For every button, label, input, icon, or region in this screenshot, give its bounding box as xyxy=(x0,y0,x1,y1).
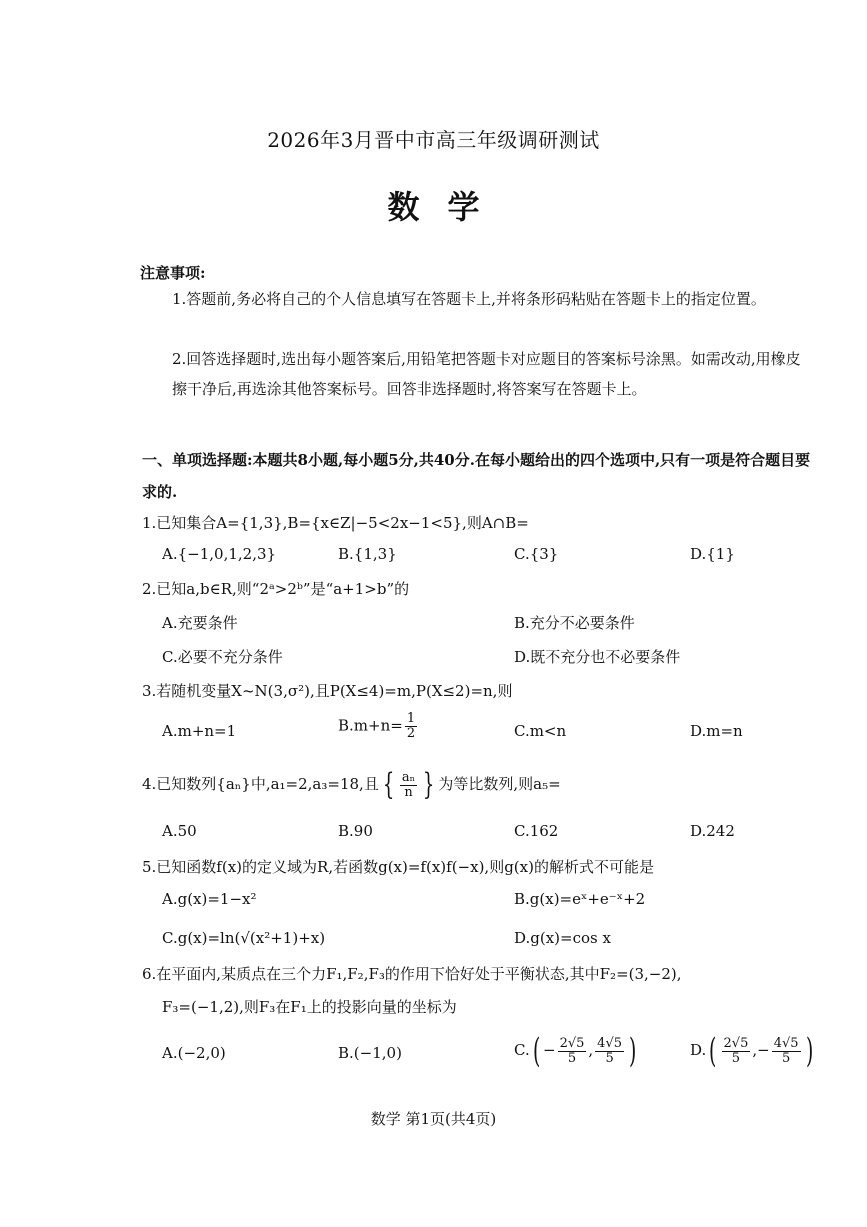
question-1-stem: 1.已知集合A={1,3},B={x∈Z|−5<2x−1<5},则A∩B= xyxy=(142,514,529,532)
left-brace: { xyxy=(382,767,395,802)
right-paren: ) xyxy=(805,1031,813,1071)
q6-option-d: D.( $\frac{2√5}{5}$ ,− $\frac{4√5}{5}$ ) xyxy=(690,1031,813,1071)
q1-option-b: B.{1,3} xyxy=(338,545,397,563)
fraction-numerator: 4√5 xyxy=(773,1035,799,1051)
fraction xyxy=(558,1037,587,1066)
question-6-stem-line2: F₃=(−1,2),则F₃在F₁上的投影向量的坐标为 xyxy=(162,998,457,1016)
q5-option-c: C.g(x)=ln(√(x²+1)+x) xyxy=(162,929,326,947)
q4-stem-post: 为等比数列,则a₅= xyxy=(438,775,561,793)
note-item: 2.回答选择题时,选出每小题答案后,用铅笔把答题卡对应题目的答案标号涂黑。如需改动,用橡皮擦干净后,再选涂其他答案标号。回答非选择题时,将答案写在答题卡上。 xyxy=(172,350,801,398)
q5-option-d: D.g(x)=cos x xyxy=(514,929,611,947)
q6-option-a: A.(−2,0) xyxy=(162,1044,226,1062)
q6-option-b: B.(−1,0) xyxy=(338,1044,402,1062)
right-brace: } xyxy=(423,767,435,802)
page-footer: 数学 第1页(共4页) xyxy=(370,1110,497,1128)
q5-option-a: A.g(x)=1−x² xyxy=(162,890,257,908)
fraction-denominator: n xyxy=(404,784,413,800)
fraction-numerator: 2√5 xyxy=(723,1035,749,1051)
q4-option-a: A.50 xyxy=(162,822,197,840)
q5-option-b: B.g(x)=eˣ+e⁻ˣ+2 xyxy=(514,890,646,908)
q2-option-d: D.既不充分也不必要条件 xyxy=(514,648,681,666)
fraction-numerator: aₙ xyxy=(401,769,416,785)
q3-option-d: D.m=n xyxy=(690,722,743,740)
q1-option-d: D.{1} xyxy=(690,545,735,563)
q3-option-a: A.m+n=1 xyxy=(162,722,237,740)
question-2-stem: 2.已知a,b∈R,则“2ᵃ>2ᵇ”是“a+1>b”的 xyxy=(142,580,410,598)
q4-option-c: C.162 xyxy=(514,822,559,840)
q6-option-c-label: C. xyxy=(514,1041,530,1059)
q1-option-c: C.{3} xyxy=(514,545,559,563)
q3-option-c: C.m<n xyxy=(514,722,567,740)
q2-option-c: C.必要不充分条件 xyxy=(162,648,283,666)
question-5-stem: 5.已知函数f(x)的定义域为R,若函数g(x)=f(x)f(−x),则g(x)的解析式不可能是 xyxy=(142,858,654,876)
q3-option-b-label: B.m+n= xyxy=(338,716,403,735)
q3-option-b xyxy=(338,712,419,741)
q1-option-a: A.{−1,0,1,2,3} xyxy=(162,545,277,563)
q4-option-d: D.242 xyxy=(690,822,735,840)
fraction xyxy=(722,1037,751,1066)
question-4-stem xyxy=(142,767,561,802)
question-6-stem-line1: 6.在平面内,某质点在三个力F₁,F₂,F₃的作用下恰好处于平衡状态,其中F₂=(3,−2), xyxy=(142,965,682,983)
section-heading: 一、单项选择题:本题共8小题,每小题5分,共40分.在每小题给出的四个选项中,只有一项是符合题目要求的. xyxy=(142,451,811,501)
note-item: 1.答题前,务必将自己的个人信息填写在答题卡上,并将条形码粘贴在答题卡上的指定位置。 xyxy=(172,290,766,308)
fraction xyxy=(772,1037,801,1066)
fraction xyxy=(595,1037,624,1066)
q4-option-b: B.90 xyxy=(338,822,373,840)
fraction-numerator: 4√5 xyxy=(597,1035,622,1051)
fraction-denominator: 5 xyxy=(731,1050,741,1066)
q4-stem-pre: 4.已知数列{aₙ}中,a₁=2,a₃=18,且 xyxy=(142,775,379,793)
q6-option-d-label: D. xyxy=(690,1041,707,1059)
q6-option-c: C.( − $\frac{2√5}{5}$ , $\frac{4√5}{5}$ ) xyxy=(514,1031,637,1071)
fraction xyxy=(405,712,417,741)
question-3-stem: 3.若随机变量X~N(3,σ²),且P(X≤4)=m,P(X≤2)=n,则 xyxy=(142,682,513,700)
left-paren: ( xyxy=(709,1031,717,1071)
notes-heading: 注意事项: xyxy=(140,264,206,282)
fraction-denominator: 5 xyxy=(567,1050,577,1066)
left-paren: ( xyxy=(532,1031,540,1071)
q2-option-b: B.充分不必要条件 xyxy=(514,614,635,632)
fraction-denominator: 5 xyxy=(781,1050,791,1066)
q2-option-a: A.充要条件 xyxy=(162,614,238,632)
right-paren: ) xyxy=(628,1031,637,1071)
fraction xyxy=(400,771,417,800)
fraction-denominator: 2 xyxy=(406,726,416,741)
exam-title: 2026年3月晋中市高三年级调研测试 xyxy=(267,128,600,152)
subject-title: 数学 xyxy=(387,188,508,226)
fraction-denominator: 5 xyxy=(605,1050,614,1066)
fraction-numerator: 2√5 xyxy=(559,1035,585,1051)
fraction-numerator: 1 xyxy=(406,711,416,726)
